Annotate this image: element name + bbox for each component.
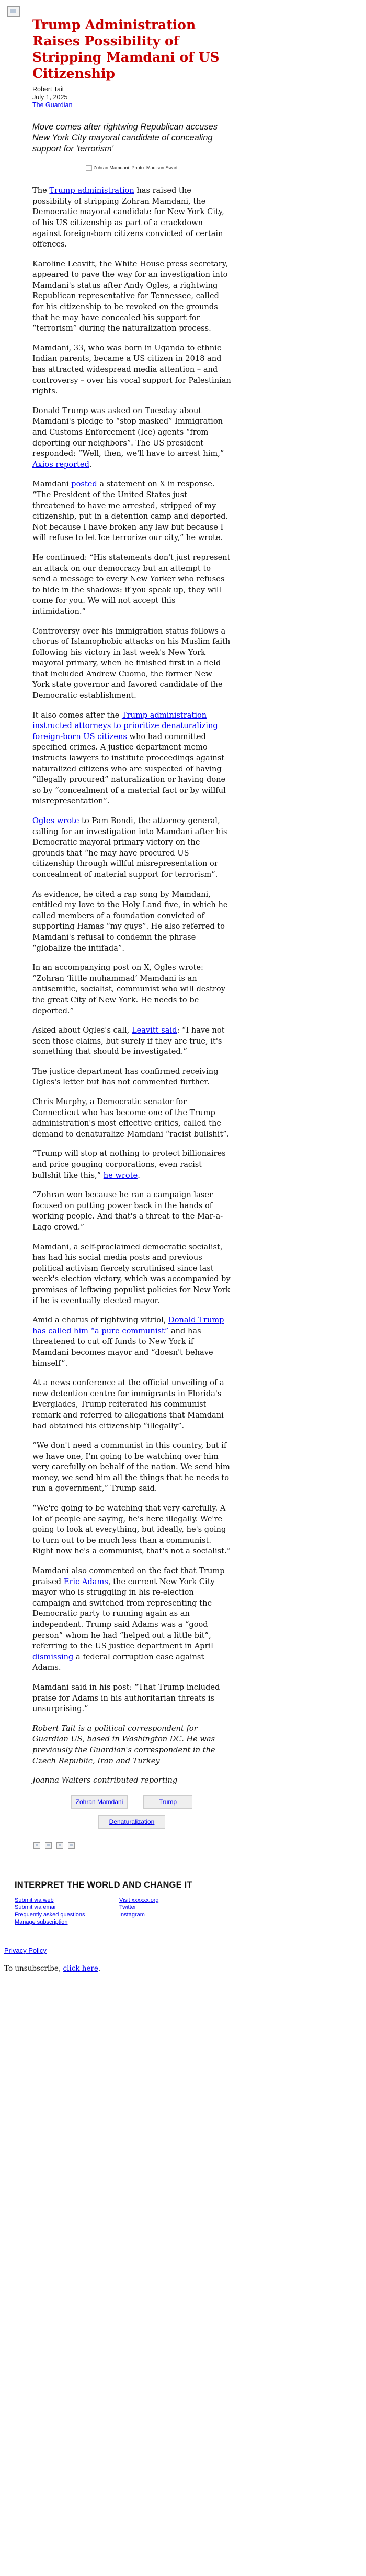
body-paragraph bbox=[32, 1315, 231, 1369]
publish-date: July 1, 2025 bbox=[32, 93, 68, 101]
footer-heading: INTERPRET THE WORLD AND CHANGE IT bbox=[15, 1880, 192, 1890]
twitter-link[interactable]: Twitter bbox=[119, 1904, 136, 1911]
paragraph-text: to Pam Bondi, the attorney general, calling for an investigation into Mamdani after his Democratic mayoral primary victory on the grounds that “he may have procured US citizenship through willful misrepresentation or concealment of material support for terrorism”. bbox=[32, 816, 227, 879]
paragraph-text: As evidence, he cited a rap song by Mamdani, entitled my love to the Holy Land five, in which he called members of a foundation convicted of supporting Hamas “my guys”. He also referred to Mamdani's refusal to condemn the phrase “globalize the intifada”. bbox=[32, 889, 228, 953]
body-paragraph bbox=[32, 1025, 231, 1058]
body-paragraph bbox=[32, 553, 231, 617]
inline-link[interactable]: Trump administration instructed attorneys to prioritize denaturalizing foreign-born US citizens bbox=[32, 710, 218, 741]
body-paragraph bbox=[32, 185, 231, 250]
paragraph-text: At a news conference at the official unveiling of a new detention centre for immigrants in Florida's Everglades, Trump reiterated his communist remark and referred to allegations that Mamdani had obtained his citizenship “illegally”. bbox=[32, 1378, 224, 1431]
paragraph-text: The justice department has confirmed receiving Ogles's letter but has not commented further. bbox=[32, 1067, 219, 1087]
body-paragraph bbox=[32, 1242, 231, 1307]
unsubscribe-line bbox=[4, 1964, 366, 1973]
share-icons bbox=[32, 1842, 231, 1849]
paragraph-text: Donald Trump was asked on Tuesday about Mamdani's pledge to “stop masked” Immigration and Customs Enforcement (Ice) agents “from deporting our neighbors”. The US president responded: “Well, then, we'll have to arrest him,” bbox=[32, 406, 224, 459]
footer-empty-cell bbox=[119, 1918, 224, 1926]
paragraph-text: Asked about Ogles's call, bbox=[32, 1026, 132, 1035]
article-headline: Trump Administration Raises Possibility of Stripping Mamdani of US Citizenship bbox=[32, 17, 220, 81]
body-paragraph bbox=[32, 1190, 231, 1233]
twitter-icon[interactable] bbox=[45, 1842, 52, 1849]
paragraph-text: Mamdani said in his post: “That Trump included praise for Adams in his authoritarian threats is unsurprising.” bbox=[32, 1682, 220, 1714]
submit-email-link[interactable]: Submit via email bbox=[15, 1904, 57, 1911]
body-paragraph bbox=[32, 259, 231, 334]
faq-link[interactable]: Frequently asked questions bbox=[15, 1911, 85, 1918]
paragraph-text: Mamdani also commented on the fact that Trump praised bbox=[32, 1566, 225, 1586]
paragraph-text: Chris Murphy, a Democratic senator for Connecticut who has become one of the Trump administration's most effective critics, called the demand to denaturalize Mamdani “racist bullshit”. bbox=[32, 1097, 230, 1139]
source-link[interactable]: The Guardian bbox=[32, 101, 73, 109]
tag-list bbox=[32, 1795, 231, 1829]
paragraph-text: a statement on X in response. “The President of the United States just threatened to have me arrested, stripped of my citizenship, put in a detention camp and deported. Not because I have broken any law but because I will refuse to let Ice terrorize our city,” he wrote. bbox=[32, 479, 228, 543]
paragraph-text: and has threatened to cut off funds to New York if Mamdani becomes mayor and “doesn't behave himself”. bbox=[32, 1326, 213, 1368]
tag-denaturalization[interactable]: Denaturalization bbox=[98, 1815, 165, 1829]
inline-link[interactable]: Trump administration bbox=[49, 186, 134, 195]
body-paragraph bbox=[32, 710, 231, 807]
inline-link[interactable]: Donald Trump has called him “a pure communist” bbox=[32, 1316, 224, 1336]
inline-link[interactable]: Axios reported bbox=[32, 460, 89, 469]
body-paragraph bbox=[32, 1503, 231, 1557]
paragraph-text: The bbox=[32, 186, 50, 195]
body-paragraph bbox=[32, 1682, 231, 1715]
tag-zohran-mamdani[interactable]: Zohran Mamdani bbox=[71, 1795, 128, 1809]
paragraph-text: , the current New York City mayor who is struggling in his re-election campaign and switched from representing the Democratic party to running again as an independent. Trump said Adams was a “good person” whom he had “helped out a little bit”, referring to the US justice department in April bbox=[32, 1577, 215, 1651]
contributor-note: Joanna Walters contributed reporting bbox=[32, 1776, 178, 1785]
paragraph-text: “We're going to be watching that very carefully. A lot of people are saying, he's here illegally. We're going to look at everything, but ideally, he's going to turn out to be much less than a communist. Right now he's a communist, that's not a socialist.” bbox=[32, 1504, 231, 1556]
body-paragraph bbox=[32, 816, 231, 881]
paragraph-text: . bbox=[89, 460, 92, 469]
visit-site-link[interactable]: Visit xxxxxx.org bbox=[119, 1896, 159, 1903]
paragraph-text: a federal corruption case against Adams. bbox=[32, 1652, 204, 1672]
body-paragraph bbox=[32, 1097, 231, 1140]
inline-link[interactable]: posted bbox=[71, 479, 97, 489]
body-paragraph bbox=[32, 626, 231, 701]
paragraph-text: Amid a chorus of rightwing vitriol, bbox=[32, 1316, 168, 1325]
body-paragraph bbox=[32, 1441, 231, 1494]
footer-links bbox=[15, 1896, 245, 1926]
manage-subscription-link[interactable]: Manage subscription bbox=[15, 1918, 68, 1925]
body-paragraph bbox=[32, 479, 231, 544]
paragraph-text: who had committed specified crimes. A justice department memo instructs lawyers to institute proceedings against naturalized citizens who are suspected of having “illegally procured” naturalization or having done so by “concealment of a material fact or by willful misrepresentation”. bbox=[32, 732, 226, 806]
broken-image-icon bbox=[86, 165, 92, 171]
header-image-icon bbox=[7, 6, 20, 17]
paragraph-text: Mamdani, a self-proclaimed democratic socialist, has had his social media posts and previous political activism fiercely scrutinised since last week's election victory, which was accompanied by promises of leftwing populist policies for New York if he is eventually elected mayor. bbox=[32, 1242, 231, 1305]
article-body bbox=[32, 185, 231, 1715]
byline bbox=[32, 86, 231, 109]
body-paragraph bbox=[32, 406, 231, 471]
paragraph-text: Controversy over his immigration status follows a chorus of Islamophobic attacks on his Muslim faith following his victory in last week's New York mayoral primary, when he finished first in a field that included Andrew Cuomo, the former New York state governor and favored candidate of the Democratic establishment. bbox=[32, 626, 231, 700]
paragraph-text: It also comes after the bbox=[32, 710, 122, 720]
body-paragraph bbox=[32, 1378, 231, 1432]
facebook-icon[interactable] bbox=[33, 1842, 40, 1849]
paragraph-text: has raised the possibility of stripping Zohran Mamdani, the Democratic mayoral candidate for New York City, of his US citizenship as part of a crackdown against foreign-born citizens convicted of certain offences. bbox=[32, 186, 224, 249]
article bbox=[32, 0, 231, 1849]
body-paragraph bbox=[32, 1067, 231, 1088]
paragraph-text: : “I have not seen those claims, but surely if they are true, it's something that should be investigated.” bbox=[32, 1026, 225, 1057]
paragraph-text: Mamdani bbox=[32, 479, 72, 489]
privacy-policy-link[interactable]: Privacy Policy bbox=[4, 1946, 47, 1954]
unsubscribe-link[interactable]: click here bbox=[63, 1964, 98, 1973]
paragraph-text: Karoline Leavitt, the White House press secretary, appeared to pave the way for an investigation into Mamdani's status after Andy Ogles, a rightwing Republican representative for Tennessee, called for his citizenship to be revoked on the grounds that he may have concealed his support for “terrorism” during the naturalization process. bbox=[32, 259, 228, 333]
paragraph-text: “Zohran won because he ran a campaign laser focused on putting power back in the hands of working people. And that's a threat to the Mar-a-Lago crowd.” bbox=[32, 1190, 223, 1232]
instagram-link[interactable]: Instagram bbox=[119, 1911, 145, 1918]
inline-link[interactable]: he wrote bbox=[103, 1170, 138, 1180]
tag-trump[interactable]: Trump bbox=[143, 1795, 192, 1809]
unsubscribe-suffix: . bbox=[98, 1964, 101, 1973]
newsletter-footer bbox=[15, 1880, 245, 1926]
paragraph-text: In an accompanying post on X, Ogles wrote: “Zohran ‘little muhammad’ Mamdani is an antisemitic, socialist, communist who will destroy the great City of New York. He needs to be deported.” bbox=[32, 963, 225, 1015]
inline-link[interactable]: dismissing bbox=[32, 1652, 74, 1661]
inline-link[interactable]: Eric Adams bbox=[63, 1577, 108, 1586]
paragraph-text: He continued: “His statements don't just represent an attack on our democracy but an attempt to send a message to every New Yorker who refuses to hide in the shadows: if you speak up, they will come for you. We will not accept this intimidation.” bbox=[32, 553, 231, 616]
image-caption: Zohran Mamdani. Photo: Madison Swart bbox=[93, 165, 178, 170]
paragraph-text: . bbox=[138, 1170, 140, 1180]
paragraph-text: Mamdani, 33, who was born in Uganda to ethnic Indian parents, became a US citizen in 2018 and has attracted widespread media attention – and controversy – over his vocal support for Palestinian rights. bbox=[32, 343, 231, 396]
link-icon[interactable] bbox=[68, 1842, 75, 1849]
paragraph-text: “We don't need a communist in this country, but if we have one, I'm going to be watching over him very carefully on behalf of the nation. We send him money, we send him all the things that he needs to run a government,” Trump said. bbox=[32, 1441, 230, 1493]
body-paragraph bbox=[32, 1566, 231, 1673]
inline-link[interactable]: Leavitt said bbox=[131, 1026, 177, 1035]
body-paragraph bbox=[32, 889, 231, 954]
body-paragraph bbox=[32, 1149, 231, 1181]
paragraph-text: “Trump will stop at nothing to protect billionaires and price gouging corporations, even racist bullshit like this,” bbox=[32, 1149, 226, 1180]
article-image bbox=[32, 165, 231, 171]
body-paragraph bbox=[32, 963, 231, 1016]
submit-web-link[interactable]: Submit via web bbox=[15, 1896, 54, 1903]
email-icon[interactable] bbox=[56, 1842, 63, 1849]
author-bio: Robert Tait is a political correspondent for Guardian US, based in Washington DC. He was previously the Guardian's correspondent in the Czech Republic, Iran and Turkey bbox=[32, 1724, 215, 1765]
body-paragraph bbox=[32, 343, 231, 397]
standfirst: Move comes after rightwing Republican accuses New York City mayoral candidate of concealing support for 'terrorism' bbox=[32, 122, 218, 154]
unsubscribe-prefix: To unsubscribe, bbox=[4, 1964, 63, 1973]
author-name: Robert Tait bbox=[32, 86, 64, 93]
inline-link[interactable]: Ogles wrote bbox=[32, 816, 79, 825]
